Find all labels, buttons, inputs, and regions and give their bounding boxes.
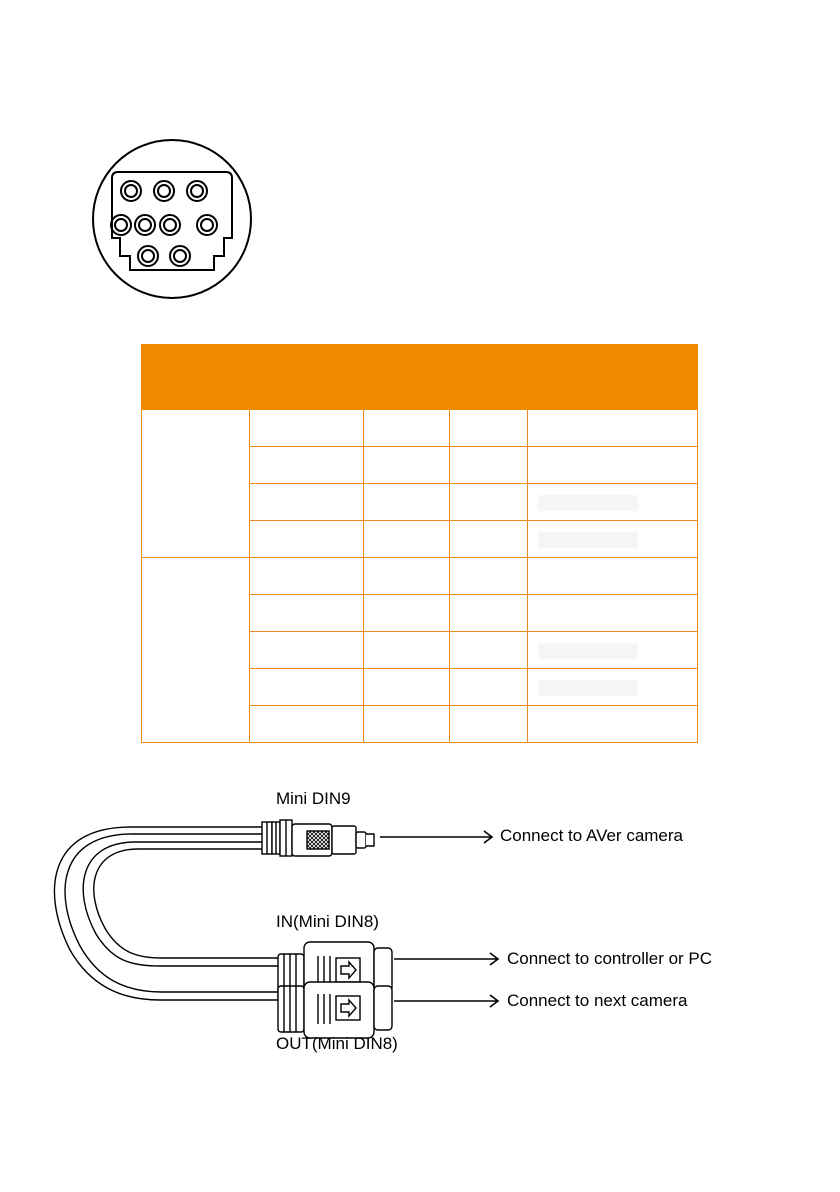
connect-next-camera-label: Connect to next camera (507, 991, 688, 1010)
in-label: IN(Mini DIN8) (276, 912, 379, 931)
table-header-cell (528, 345, 698, 410)
group-label (142, 558, 250, 743)
table-cell (450, 447, 528, 484)
table-cell (450, 484, 528, 521)
table-cell (450, 595, 528, 632)
table-header-cell (250, 345, 364, 410)
connect-camera-label: Connect to AVer camera (500, 826, 684, 845)
table-cell (250, 632, 364, 669)
table-cell (364, 447, 450, 484)
table-cell (250, 410, 364, 447)
table-cell (250, 706, 364, 743)
table-cell (528, 558, 698, 595)
table-cell (250, 484, 364, 521)
table-cell-highlighted (528, 484, 698, 521)
table-cell (364, 595, 450, 632)
mini-din9-label: Mini DIN9 (276, 789, 351, 808)
table-cell-highlighted (528, 632, 698, 669)
table-cell (528, 595, 698, 632)
table-cell (528, 706, 698, 743)
cell-highlight (538, 680, 638, 696)
pin-assignment-table (141, 344, 698, 743)
mini-din9-plug (262, 820, 374, 856)
table-cell (364, 632, 450, 669)
table-cell (364, 669, 450, 706)
arrows (380, 831, 498, 1007)
out-mini-din8-plug (278, 982, 392, 1038)
y-cable-diagram (0, 770, 840, 1070)
group-label (142, 410, 250, 558)
table-cell (364, 558, 450, 595)
table-cell (450, 558, 528, 595)
table-cell (450, 706, 528, 743)
table-cell (528, 410, 698, 447)
table-header-row (142, 345, 698, 410)
table-cell (450, 521, 528, 558)
table-cell (250, 669, 364, 706)
table-cell (364, 521, 450, 558)
arrow-to-next-camera (394, 995, 498, 1007)
table-header-cell (142, 345, 250, 410)
table-cell (250, 595, 364, 632)
table-cell (364, 410, 450, 447)
table-header-cell (450, 345, 528, 410)
cell-highlight (538, 495, 638, 511)
out-label: OUT(Mini DIN8) (276, 1034, 398, 1053)
table-cell (450, 669, 528, 706)
cable-wires (54, 827, 278, 1000)
connect-controller-label: Connect to controller or PC (507, 949, 713, 968)
table-header-cell (364, 345, 450, 410)
table-cell (364, 484, 450, 521)
table-row (142, 558, 698, 595)
mini-din9-connector-diagram (82, 138, 262, 302)
table-cell (250, 558, 364, 595)
table-cell (364, 706, 450, 743)
arrow-to-camera (380, 831, 492, 843)
table-cell-highlighted (528, 669, 698, 706)
table-cell (450, 632, 528, 669)
cell-highlight (538, 643, 638, 659)
table-cell (450, 410, 528, 447)
table-cell (528, 447, 698, 484)
table-cell (250, 521, 364, 558)
arrow-to-controller (394, 953, 498, 965)
table-cell-highlighted (528, 521, 698, 558)
table-row (142, 410, 698, 447)
table-cell (250, 447, 364, 484)
connector-pins (111, 181, 217, 266)
cell-highlight (538, 532, 638, 548)
